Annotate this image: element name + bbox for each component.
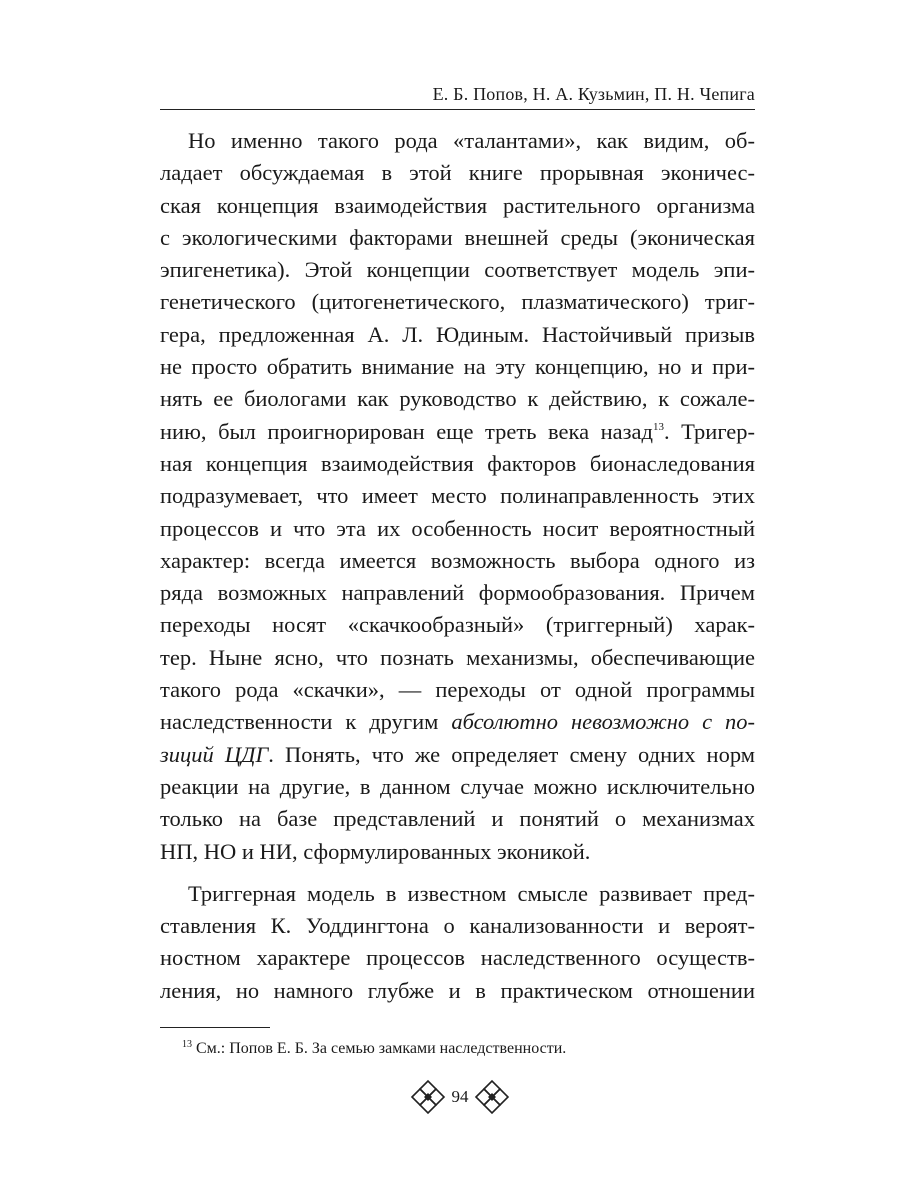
text-line: [160, 706, 755, 738]
italic-emphasis: абсолютно невозможно с по-: [451, 709, 755, 735]
text-line: подразумевает, что имеет место полинаправленность этих: [160, 483, 755, 509]
text-line: ления, но намного глубже и в практическом отношении: [160, 977, 755, 1003]
text-line: ряда возможных направлений формообразования. Причем: [160, 580, 755, 606]
diamond-ornament-icon: [410, 1079, 446, 1115]
italic-emphasis: зиций ЦДГ: [160, 741, 269, 767]
text-line: такого рода «скачки», — переходы от одной программы: [160, 677, 755, 703]
text-line: нять ее биологами как руководство к действию, к сожале-: [160, 386, 755, 412]
footnote-number: 13: [182, 1039, 192, 1050]
text-line: с экологическими факторами внешней среды (эконическая: [160, 224, 755, 250]
body-text: [160, 125, 755, 1007]
line-text: . Тригер-: [663, 418, 755, 444]
footnote-reference[interactable]: 13: [652, 420, 664, 433]
footnote: [182, 1040, 566, 1058]
text-line: ская концепция взаимодействия растительного организма: [160, 192, 755, 218]
text-line: не просто обратить внимание на эту концепцию, но и при-: [160, 354, 755, 380]
page-folio: [410, 1079, 510, 1119]
text-line: ностном характере процессов наследственного осуществ-: [160, 945, 755, 971]
diamond-ornament-icon: [474, 1079, 510, 1115]
footnote-rule: [160, 1027, 270, 1028]
text-line: реакции на другие, в данном случае можно исключительно: [160, 773, 755, 799]
line-text: наследственности к другим: [160, 709, 439, 735]
text-line: НП, НО и НИ, сформулированных эконикой.: [160, 838, 591, 864]
text-line: гера, предложенная А. Л. Юдиным. Настойчивый призыв: [160, 321, 755, 347]
running-header: Е. Б. Попов, Н. А. Кузьмин, П. Н. Чепига: [432, 84, 755, 104]
text-line: процессов и что эта их особенность носит вероятностный: [160, 515, 755, 541]
text-line: ладает обсуждаемая в этой книге прорывная эконичес-: [160, 160, 755, 186]
text-line: генетического (цитогенетического, плазматического) триг-: [160, 289, 755, 315]
text-line: эпигенетика). Этой концепции соответствует модель эпи-: [160, 257, 755, 283]
header-rule: [160, 109, 755, 110]
text-line: Но именно такого рода «талантами», как видим, об-: [188, 128, 755, 153]
text-line: [160, 416, 755, 448]
text-line: [160, 739, 755, 771]
text-line: тер. Ныне ясно, что познать механизмы, обеспечивающие: [160, 644, 755, 670]
text-line: Триггерная модель в известном смысле развивает пред-: [188, 880, 755, 906]
text-line: характер: всегда имеется возможность выбора одного из: [160, 547, 755, 573]
page-number: 94: [451, 1087, 469, 1106]
line-text: нию, был проигнорирован еще треть века назад: [160, 418, 653, 444]
line-text: . Понять, что же определяет смену одних норм: [268, 741, 755, 767]
footnote-text: См.: Попов Е. Б. За семью замками наследственности.: [196, 1040, 567, 1057]
text-line: только на базе представлений и понятий о механизмах: [160, 806, 755, 832]
text-line: ная концепция взаимодействия факторов бионаследования: [160, 450, 755, 476]
text-line: ставления К. Уоддингтона о канализованности и вероят-: [160, 913, 755, 939]
text-line: переходы носят «скачкообразный» (триггерный) харак-: [160, 612, 755, 638]
